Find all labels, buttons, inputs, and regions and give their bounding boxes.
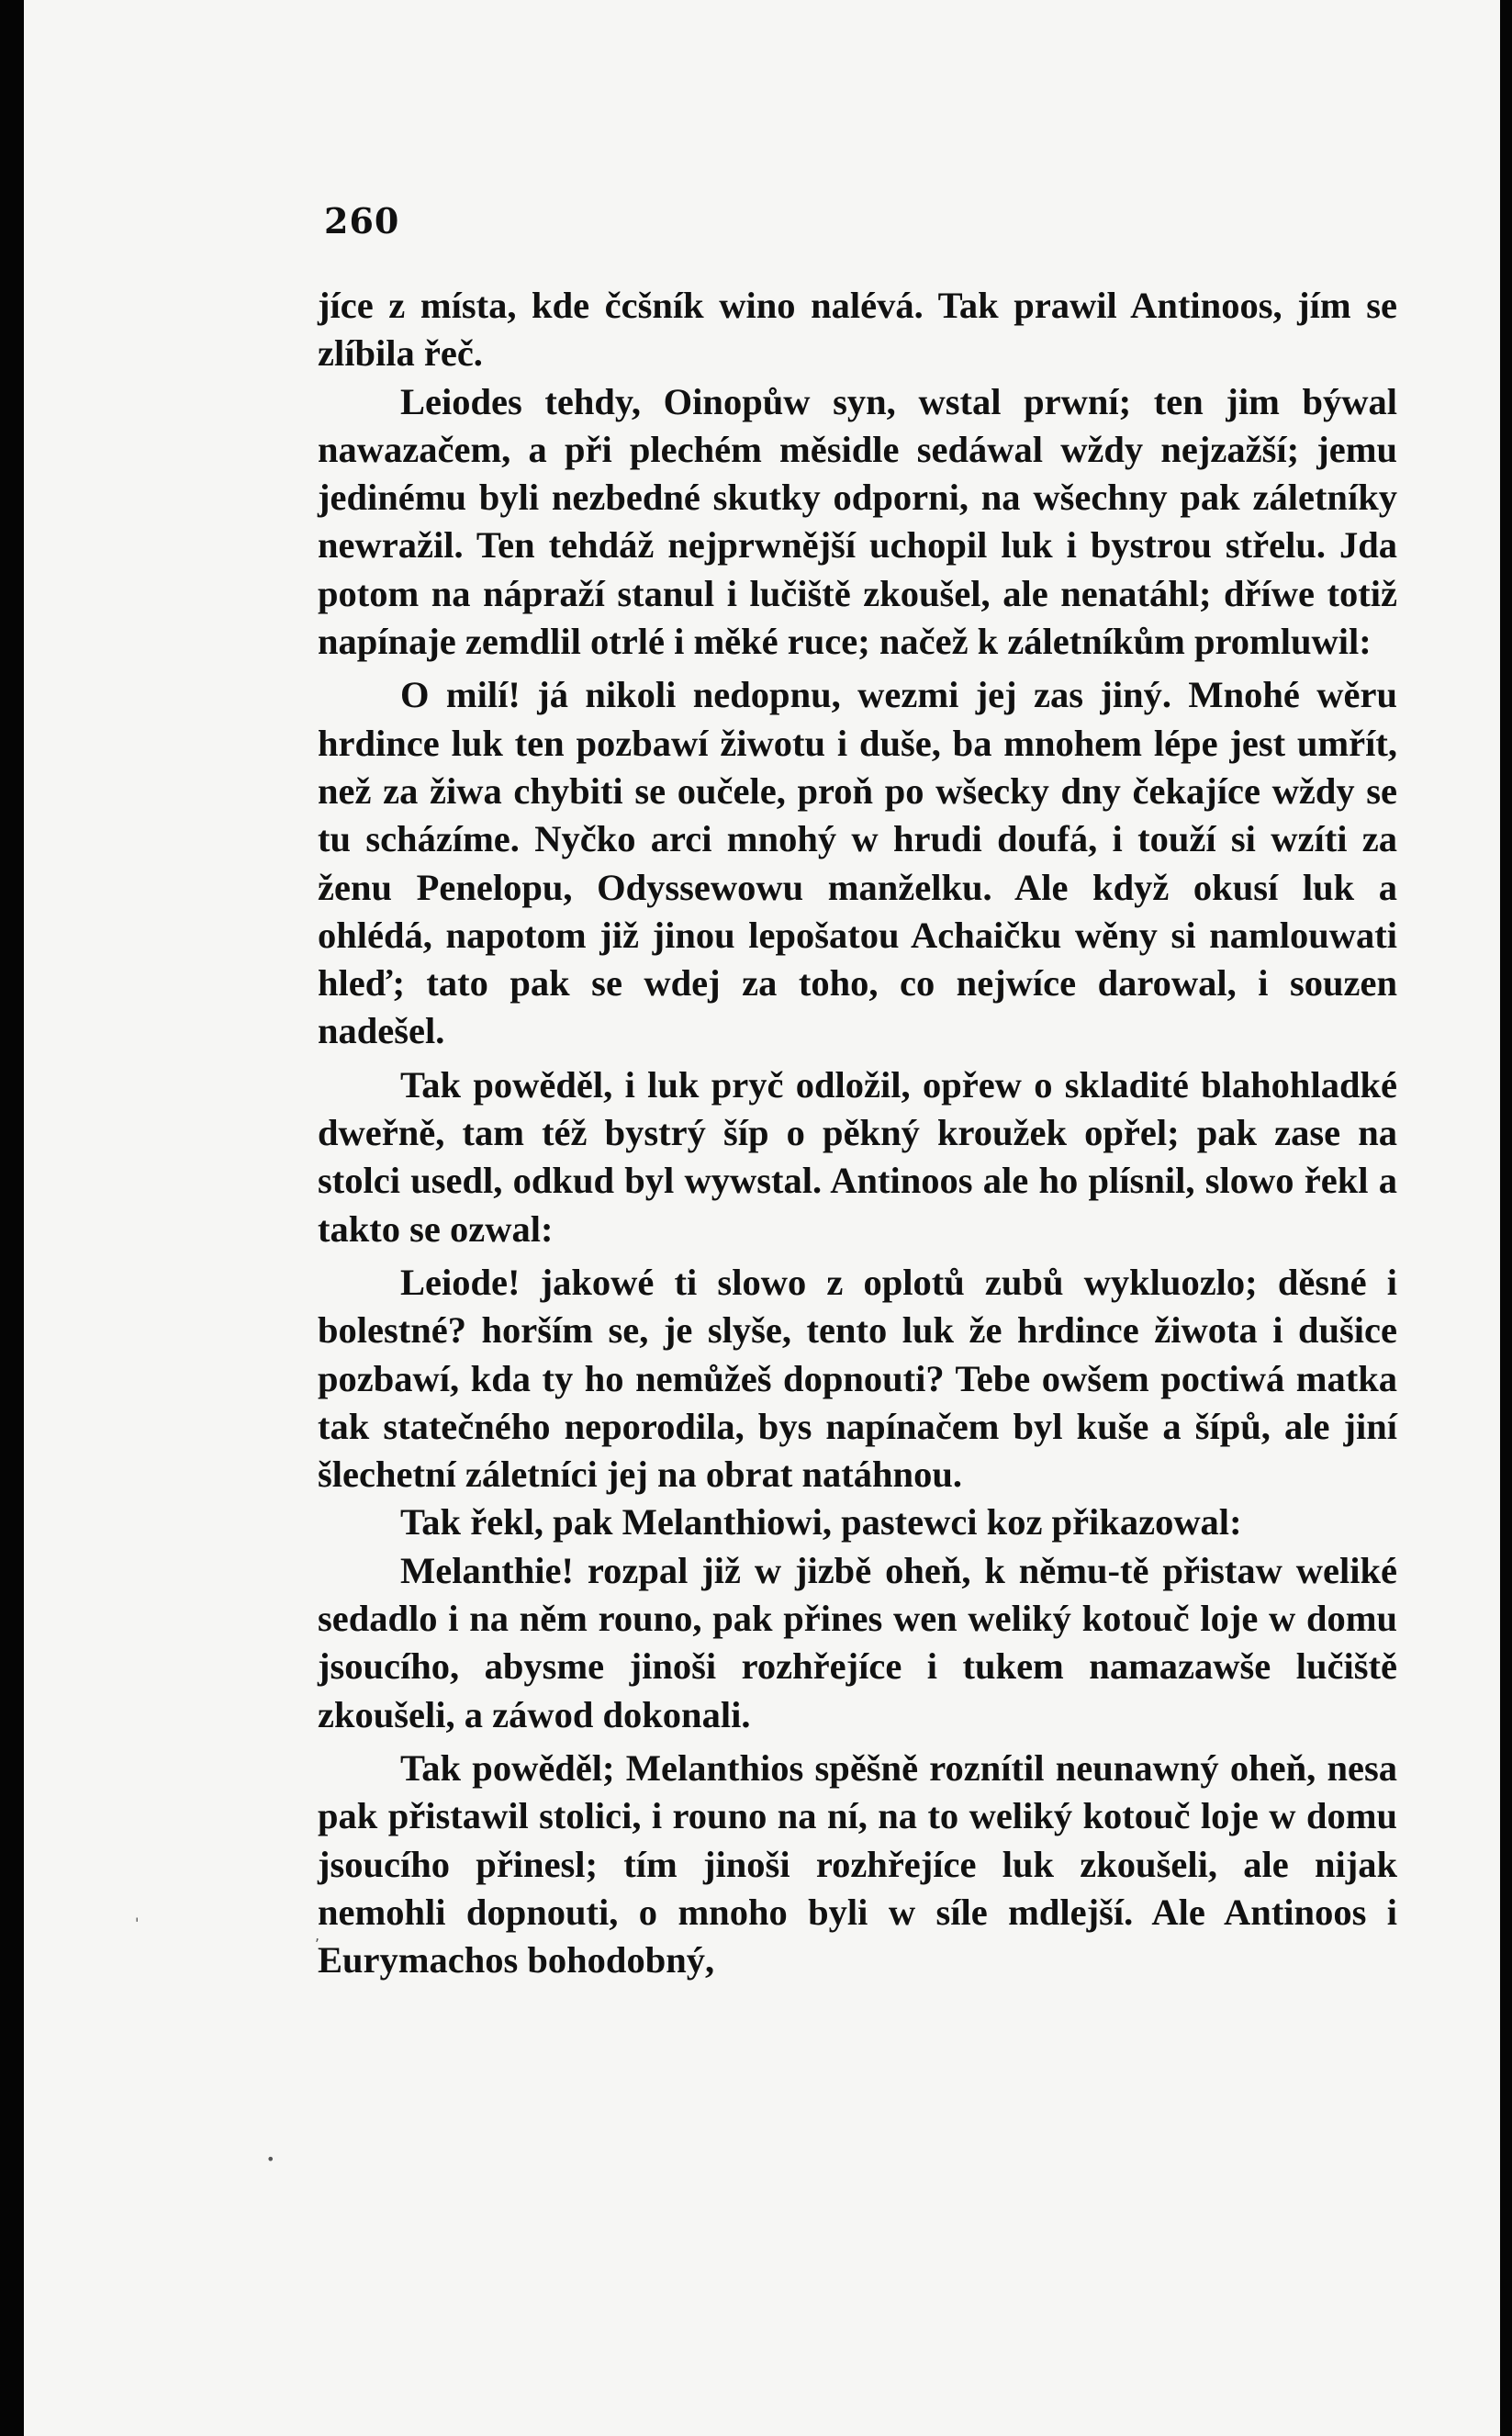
margin-mark: ' xyxy=(135,1914,140,1932)
body-text xyxy=(318,282,1397,1984)
page-number: 260 xyxy=(324,200,400,241)
paragraph: Tak powěděl; Melanthios spěšně roznítil neunawný oheň, nesa pak přistawil stolici, i rouno na ní, na to weliký kotouč loje w domu jsoucího přinesl; tím jinoši rozhřejíce luk zkoušeli, ale nijak nemohli dopnouti, o mnoho byli w síle mdlejší. Ale Antinoos i Eurymachos bohodobný, xyxy=(318,1746,1397,1981)
paragraph: Leiodes tehdy, Oinopůw syn, wstal prwní; ten jim býwal nawazačem, a při plechém měsidle sedáwal wždy nejzažší; jemu jedinému byli nezbedné skutky odporni, na wšechny pak záletníky newražil. Ten tehdáž nejprwnější uchopil luk i bystrou střelu. Jda potom na nápraží stanul i lučiště zkoušel, ale nenatáhl; dříwe totiž napínaje zemdlil otrlé i měké ruce; načež k záletníkům promluwil: xyxy=(318,380,1397,663)
paragraph: Tak řekl, pak Melanthiowi, pastewci koz přikazowal: xyxy=(400,1501,1242,1544)
paragraph: jíce z místa, kde čcšník wino nalévá. Tak prawil Antinoos, jím se zlíbila řeč. xyxy=(318,285,1397,375)
paragraph: Leiode! jakowé ti slowo z oplotů zubů wykluozlo; děsné i bolestné? horším se, je slyše, tento luk že hrdince žiwota i dušice pozbawí, kda ty ho nemůžeš dopnouti? Tebe owšem poctiwá matka tak statečného neporodila, bys napínačem byl kuše a šípů, ale jiní šlechetní záletníci jej na obrat natáhnou. xyxy=(318,1261,1397,1496)
margin-mark: , xyxy=(315,1926,320,1944)
paragraph: Tak powěděl, i luk pryč odložil, opřew o skladité blahohladké dweřně, tam též bystrý šíp o pěkný kroužek opřel; pak zase na stolci usedl, odkud byl wywstal. Antinoos ale ho plísnil, slowo řekl a takto se ozwal: xyxy=(318,1063,1397,1250)
paragraph: O milí! já nikoli nedopnu, wezmi jej zas jiný. Mnohé wěru hrdince luk ten pozbawí žiwotu i duše, ba mnohem lépe jest umřít, než za žiwa chybiti se oučele, proň po wšecky dny čekajíce wždy se tu scházíme. Nyčko arci mnohý w hrudi doufá, i touží si wzíti za ženu Penelopu, Odyssewowu manželku. Ale když okusí luk a ohlédá, napotom již jinou lepošatou Achaičku wěny si namlouwati hleď; tato pak se wdej za toho, co nejwíce darowal, i souzen nadešel. xyxy=(318,674,1397,1052)
margin-mark: • xyxy=(266,2150,275,2168)
scan-edge-left xyxy=(0,0,24,2436)
scan-edge-right xyxy=(1500,0,1512,2436)
paragraph: Melanthie! rozpal již w jizbě oheň, k němu-tě přistaw weliké sedadlo i na něm rouno, pak přines wen weliký kotouč loje w domu jsoucího, abysme jinoši rozhřejíce i tukem namazawše lučiště zkoušeli, a záwod dokonali. xyxy=(318,1549,1397,1735)
